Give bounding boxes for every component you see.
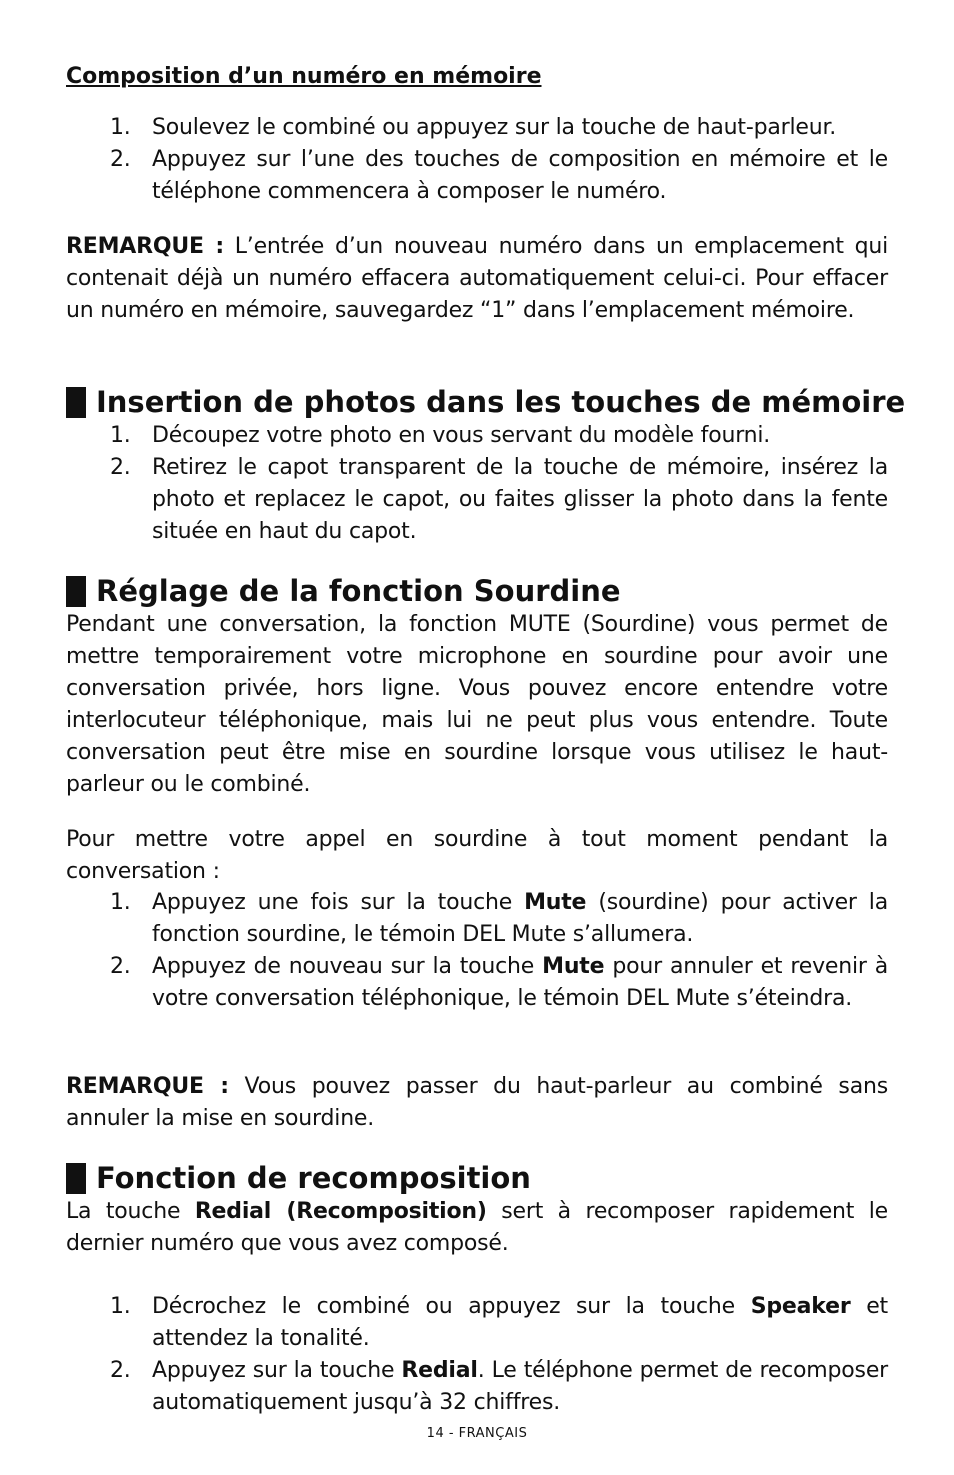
heading-bar-icon: [66, 1163, 86, 1194]
mute-steps: [66, 887, 888, 1015]
heading-bar-icon: [66, 387, 86, 418]
list-item: [66, 1291, 888, 1355]
memory-dialing-steps: [66, 112, 888, 208]
list-item: [66, 144, 888, 208]
list-text: Découpez votre photo en vous servant du modèle fourni.: [152, 423, 771, 448]
note-paragraph: [66, 1071, 888, 1135]
redial-steps: [66, 1291, 888, 1419]
heading-text: Insertion de photos dans les touches de mémoire: [96, 385, 906, 419]
heading-bar-icon: [66, 576, 86, 607]
note-label: REMARQUE :: [66, 1074, 229, 1099]
mute-key-label: Mute: [542, 954, 605, 979]
heading-text: Réglage de la fonction Sourdine: [96, 574, 621, 608]
note-paragraph: [66, 231, 888, 327]
note-text: Vous pouvez passer du haut-parleur au combiné sans annuler la mise en sourdine.: [66, 1074, 888, 1131]
paragraph-text: La touche: [66, 1199, 195, 1224]
mute-intro-paragraph: Pendant une conversation, la fonction MUTE (Sourdine) vous permet de mettre temporairement votre microphone en sourdine pour avoir une conversation privée, hors ligne. Vous pouvez encore entendre votre interlocuteur téléphonique, mais lui ne peut plus vous entendre. Toute conversation peut être mise en sourdine lorsque vous utilisez le haut-parleur ou le combiné.: [66, 612, 888, 797]
note-label: REMARQUE :: [66, 234, 224, 259]
list-item: [66, 112, 888, 144]
list-item: [66, 420, 888, 452]
list-text: Appuyez sur l’une des touches de composition en mémoire et le téléphone commencera à composer le numéro.: [152, 147, 888, 204]
list-text: Soulevez le combiné ou appuyez sur la touche de haut-parleur.: [152, 115, 837, 140]
list-number: 1.: [110, 1294, 131, 1319]
list-item: [66, 887, 888, 951]
list-number: 2.: [110, 1358, 131, 1383]
list-text: Appuyez sur la touche: [152, 1358, 402, 1383]
list-text: . Le téléphone permet de recomposer automatiquement jusqu’à 32 chiffres.: [152, 1358, 889, 1415]
list-number: 2.: [110, 147, 131, 172]
list-text: pour annuler et revenir à votre conversation téléphonique, le témoin DEL Mute s’éteindra.: [152, 954, 889, 1011]
heading-photo-insertion: [66, 384, 905, 420]
list-text: Appuyez de nouveau sur la touche: [152, 954, 543, 979]
list-text: Retirez le capot transparent de la touche de mémoire, insérez la photo et replacez le capot, ou faites glisser la photo dans la fente située en haut du capot.: [152, 455, 888, 544]
list-text: Décrochez le combiné ou appuyez sur la touche: [152, 1294, 751, 1319]
list-item: [66, 1355, 888, 1419]
list-text: et attendez la tonalité.: [152, 1294, 888, 1351]
list-number: 2.: [110, 455, 131, 480]
page-footer: 14 - FRANÇAIS: [426, 1426, 528, 1441]
note-text: L’entrée d’un nouveau numéro dans un emplacement qui contenait déjà un numéro effacera automatiquement celui-ci. Pour effacer un numéro en mémoire, sauvegardez “1” dans l’emplacement mémoire.: [66, 234, 888, 323]
list-number: 1.: [110, 115, 131, 140]
list-number: 2.: [110, 954, 131, 979]
list-number: 1.: [110, 423, 131, 448]
paragraph-text: sert à recomposer rapidement le dernier numéro que vous avez composé.: [66, 1199, 888, 1256]
speaker-key-label: Speaker: [750, 1294, 851, 1319]
subheading-memory-dialing: Composition d’un numéro en mémoire: [66, 64, 542, 89]
heading-text: Fonction de recomposition: [96, 1161, 531, 1195]
list-item: [66, 951, 888, 1015]
list-text: (sourdine) pour activer la fonction sourdine, le témoin DEL Mute s’allumera.: [152, 890, 888, 947]
heading-redial: [66, 1160, 531, 1196]
mute-key-label: Mute: [524, 890, 587, 915]
redial-key-label: Redial (Recomposition): [194, 1199, 487, 1224]
heading-mute: [66, 573, 621, 609]
list-text: Appuyez une fois sur la touche: [152, 890, 525, 915]
redial-key-label: Redial: [401, 1358, 478, 1383]
list-number: 1.: [110, 890, 131, 915]
redial-intro-paragraph: [66, 1196, 888, 1260]
photo-insertion-steps: [66, 420, 888, 548]
list-item: [66, 452, 888, 548]
mute-lead-paragraph: Pour mettre votre appel en sourdine à tout moment pendant la conversation :: [66, 827, 888, 884]
